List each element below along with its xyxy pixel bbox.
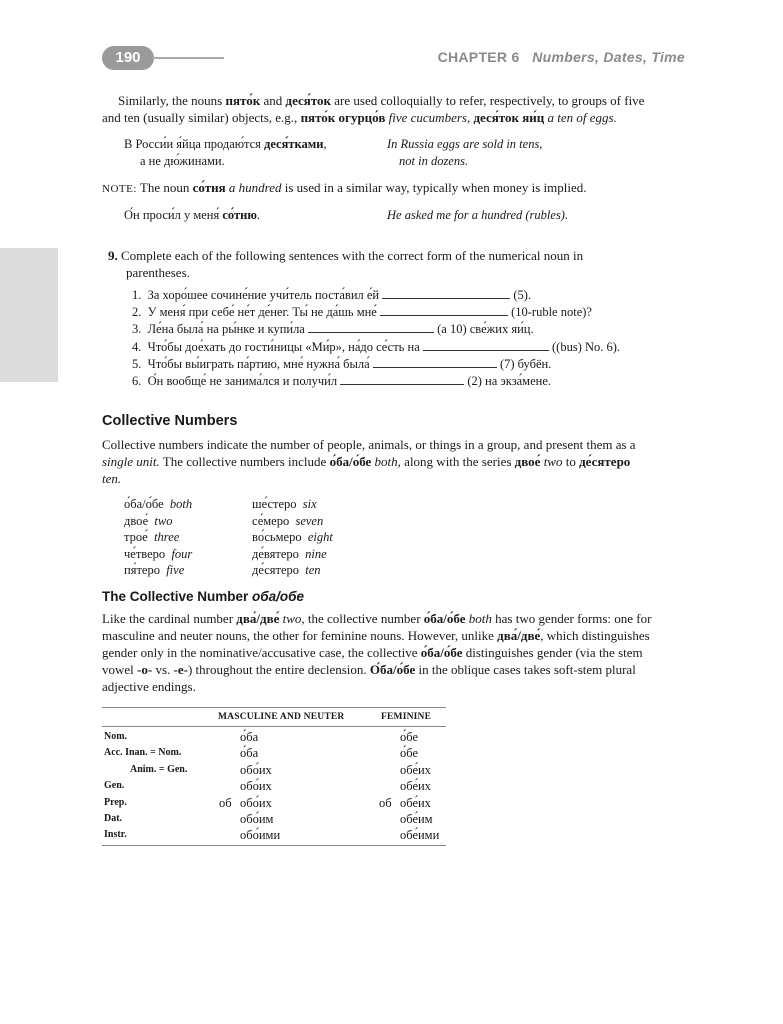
collective-item (252, 562, 333, 579)
collective-word: се́меро (252, 513, 290, 528)
item-hint: (a 10) све́жих яи́ц. (437, 322, 534, 337)
paragraph-text: gender only in the nominative/accusative case, the collective (102, 645, 421, 660)
answer-blank[interactable] (382, 287, 510, 299)
paragraph-word: двое́ (514, 454, 541, 469)
table-row (102, 745, 446, 761)
paragraph-text: vs. (152, 662, 174, 677)
table-header-rule (102, 726, 446, 727)
paragraph-text: adjective endings. (102, 679, 196, 694)
exercise-item (132, 373, 620, 390)
exercise-instruction-text: parentheses. (126, 265, 190, 280)
answer-blank[interactable] (380, 304, 508, 316)
example-text: О́н проси́л у меня́ (124, 208, 223, 222)
collective-item (252, 496, 333, 513)
example-translation: not in dozens. (399, 154, 469, 168)
exercise-item (132, 321, 620, 338)
table-row (102, 762, 446, 778)
item-text: Ле́на была́ на ры́нке и купи́ла (147, 322, 305, 337)
section-heading: Collective Numbers (102, 413, 238, 429)
item-text: Что́бы дое́хать до гости́ницы «Ми́р», на́до се́сть на (147, 339, 420, 354)
item-text: Что́бы вы́играть па́ртию, мне́ нужна́ была́ (147, 356, 370, 371)
paragraph-text: Like the cardinal number (102, 611, 237, 626)
case-label: Anim. = Gen. (130, 763, 188, 775)
intro-gloss: a ten of eggs. (544, 110, 617, 125)
paragraph-text: single unit. (102, 454, 160, 469)
paragraph-text: The collective numbers include (159, 454, 330, 469)
collective-word: че́тверо (124, 546, 166, 561)
collective-gloss: three (154, 530, 180, 544)
collective-word: пя́теро (124, 563, 160, 577)
table-row (102, 729, 446, 745)
paragraph-gloss: both (465, 611, 492, 626)
case-label: Gen. (104, 780, 125, 792)
intro-text: are used colloquially to refer, respectively, to groups of five (331, 93, 645, 108)
case-label: Nom. (104, 731, 128, 742)
case-label: Prep. (104, 796, 127, 808)
exercise-item (132, 356, 620, 373)
masc-form: о́ба (240, 730, 259, 744)
paragraph-text: Collective numbers indicate the number of people, animals, or things in a group, and present them as a (102, 437, 636, 452)
item-text: У меня́ при себе́ не́т де́нег. Ты́ не да́шь мне́ (147, 305, 377, 320)
collective-list-left (124, 496, 192, 579)
collective-gloss: ten (305, 563, 321, 577)
item-number: 2. (132, 305, 142, 320)
collective-gloss: seven (295, 513, 324, 528)
intro-paragraph (102, 92, 692, 126)
heading-word: оба/обе (252, 589, 305, 604)
case-label: Acc. Inan. = Nom. (104, 747, 182, 759)
collective-word: ше́стеро (252, 497, 297, 511)
example2-english: He asked me for a hundred (rubles). (387, 208, 569, 222)
table-row (102, 811, 446, 827)
exercise-item (132, 339, 620, 356)
paragraph-word: два́/две́ (236, 611, 280, 626)
paragraph-word: два́/две́ (497, 628, 541, 643)
paragraph-text: to (562, 454, 580, 469)
example-text: , (323, 137, 327, 151)
collective-gloss: both (169, 497, 193, 511)
case-label: Instr. (104, 829, 127, 841)
masc-form: обо́их (240, 795, 272, 810)
example-word: со́тню (222, 208, 257, 222)
collective-gloss: six (302, 497, 317, 511)
table-header-masc: MASCULINE AND NEUTER (218, 712, 345, 722)
masc-form: обо́их (240, 779, 272, 794)
table-row (102, 795, 446, 811)
paragraph-word: -е- (173, 662, 188, 677)
collective-gloss: five (166, 563, 185, 577)
masc-form: обо́им (240, 811, 274, 826)
collective-gloss: two (154, 513, 173, 528)
table-top-rule (102, 707, 446, 708)
example1-russian (124, 136, 327, 170)
item-hint: (5). (513, 288, 532, 302)
collective-item (252, 529, 333, 546)
subsection-heading (102, 589, 304, 604)
item-number: 3. (132, 322, 142, 337)
header-rule (152, 57, 224, 59)
intro-text: and ten (usually similar) objects, e.g., (102, 110, 301, 125)
collective-word: двое́ (124, 513, 149, 528)
collective-item (252, 513, 333, 530)
answer-blank[interactable] (373, 356, 497, 368)
collective-gloss: eight (307, 530, 333, 544)
paragraph-text: , which distinguishes (540, 628, 650, 643)
paragraph-gloss: both, (371, 454, 401, 469)
item-hint: (2) на экза́мене. (467, 374, 552, 389)
collective-word: о́ба/о́бе (124, 497, 164, 511)
item-number: 5. (132, 356, 142, 371)
exercise-instruction (108, 247, 688, 281)
intro-word: пято́к огурцо́в (300, 110, 386, 125)
oba-paragraph (102, 610, 692, 695)
table-header-fem: FEMININE (381, 712, 432, 722)
note-word: со́тня (192, 180, 226, 195)
item-text: О́н вообще́ не занима́лся и получи́л (147, 374, 338, 389)
collective-word: де́сятеро (252, 563, 300, 577)
example-translation: In Russia eggs are sold in tens, (387, 137, 543, 151)
fem-form: о́бе (400, 730, 418, 744)
collective-item (124, 529, 192, 546)
paragraph-word: о́ба/о́бе (423, 611, 466, 626)
collective-item (124, 496, 192, 513)
answer-blank[interactable] (423, 339, 549, 351)
exercise-item (132, 287, 620, 304)
note-text: is used in a similar way, typically when money is implied. (281, 180, 587, 195)
chapter-label: CHAPTER 6 (437, 49, 520, 65)
answer-blank[interactable] (308, 321, 434, 333)
collective-word: во́сьмеро (252, 530, 302, 544)
collective-paragraph (102, 436, 692, 487)
intro-text: Similarly, the nouns (118, 93, 226, 108)
item-text: За хоро́шее сочине́ние учи́тель поста́вил е́й (147, 288, 380, 302)
item-number: 1. (132, 288, 142, 302)
fem-form: обе́их (400, 795, 431, 810)
collective-item (252, 546, 333, 563)
side-tab (0, 248, 58, 382)
paragraph-gloss: two, (279, 611, 305, 626)
fem-form: обе́им (400, 811, 433, 826)
paragraph-word: -о- (137, 662, 153, 677)
paragraph-word: о́ба/о́бе (420, 645, 463, 660)
note-label: NOTE: (102, 183, 137, 195)
collective-item (124, 562, 192, 579)
exercise-items (132, 287, 620, 390)
example-word: деся́тками (264, 137, 324, 151)
item-hint: ((bus) No. 6). (552, 339, 621, 354)
collective-word: трое́ (124, 530, 148, 544)
table-bottom-rule (102, 845, 446, 846)
collective-gloss: four (171, 546, 193, 561)
paragraph-text: ) throughout the entire declension. (187, 662, 370, 677)
item-hint: (10-ruble note)? (511, 305, 592, 320)
collective-item (124, 546, 192, 563)
collective-list-right (252, 496, 333, 579)
paragraph-text: the collective number (304, 611, 424, 626)
item-number: 6. (132, 374, 142, 389)
collective-item (124, 513, 192, 530)
masc-form: о́ба (240, 746, 259, 761)
example1-english (387, 136, 542, 170)
case-label: Dat. (104, 812, 123, 824)
paragraph-text: along with the series (400, 454, 515, 469)
preposition: об (379, 795, 392, 810)
fem-form: о́бе (400, 746, 418, 761)
paragraph-text: distinguishes gender (via the stem (462, 645, 643, 660)
intro-gloss: five cucumbers, (385, 110, 474, 125)
note-text: The noun (136, 180, 193, 195)
intro-word: деся́ток яи́ц (473, 110, 545, 125)
heading-text: The Collective Number (102, 589, 253, 604)
paragraph-gloss: ten. (102, 471, 122, 486)
paragraph-gloss: two (540, 454, 563, 469)
page-number: 190 (102, 46, 154, 70)
example-text: . (256, 208, 260, 222)
note-gloss: a hundred (225, 180, 282, 195)
fem-form: обе́ими (400, 828, 440, 843)
masc-form: обо́ими (240, 828, 281, 843)
preposition: об (219, 795, 232, 810)
intro-word: деся́ток (285, 93, 332, 108)
paragraph-text: masculine and neuter nouns, the other for feminine nouns. However, unlike (102, 628, 498, 643)
note (102, 179, 586, 198)
example2-russian (124, 207, 260, 224)
table-row (102, 827, 446, 843)
item-number: 4. (132, 339, 142, 354)
answer-blank[interactable] (340, 373, 464, 385)
masc-form: обо́их (240, 762, 272, 777)
example-text: а не дю́жинами. (140, 154, 225, 168)
intro-text: and (260, 93, 286, 108)
item-hint: (7) бубён. (499, 356, 552, 371)
paragraph-word: де́сятеро (579, 454, 631, 469)
collective-gloss: nine (305, 546, 327, 561)
fem-form: обе́их (400, 779, 431, 794)
exercise-instruction-text: Complete each of the following sentences with the correct form of the numerical noun in (121, 248, 584, 263)
paragraph-text: in the oblique cases takes soft-stem plural (415, 662, 636, 677)
intro-word: пято́к (225, 93, 261, 108)
paragraph-word: О́ба/о́бе (369, 662, 416, 677)
exercise-item (132, 304, 620, 321)
exercise-number: 9. (108, 248, 118, 263)
paragraph-text: has two gender forms: one for (491, 611, 652, 626)
table-row (102, 778, 446, 794)
example-text: В Росси́и я́йца продаю́тся (124, 137, 265, 151)
chapter-title: Numbers, Dates, Time (532, 49, 685, 65)
paragraph-text: vowel (102, 662, 138, 677)
paragraph-word: о́ба/о́бе (329, 454, 372, 469)
fem-form: обе́их (400, 762, 431, 777)
chapter-header (438, 49, 685, 65)
declension-table (102, 729, 446, 844)
collective-word: де́вятеро (252, 546, 299, 561)
